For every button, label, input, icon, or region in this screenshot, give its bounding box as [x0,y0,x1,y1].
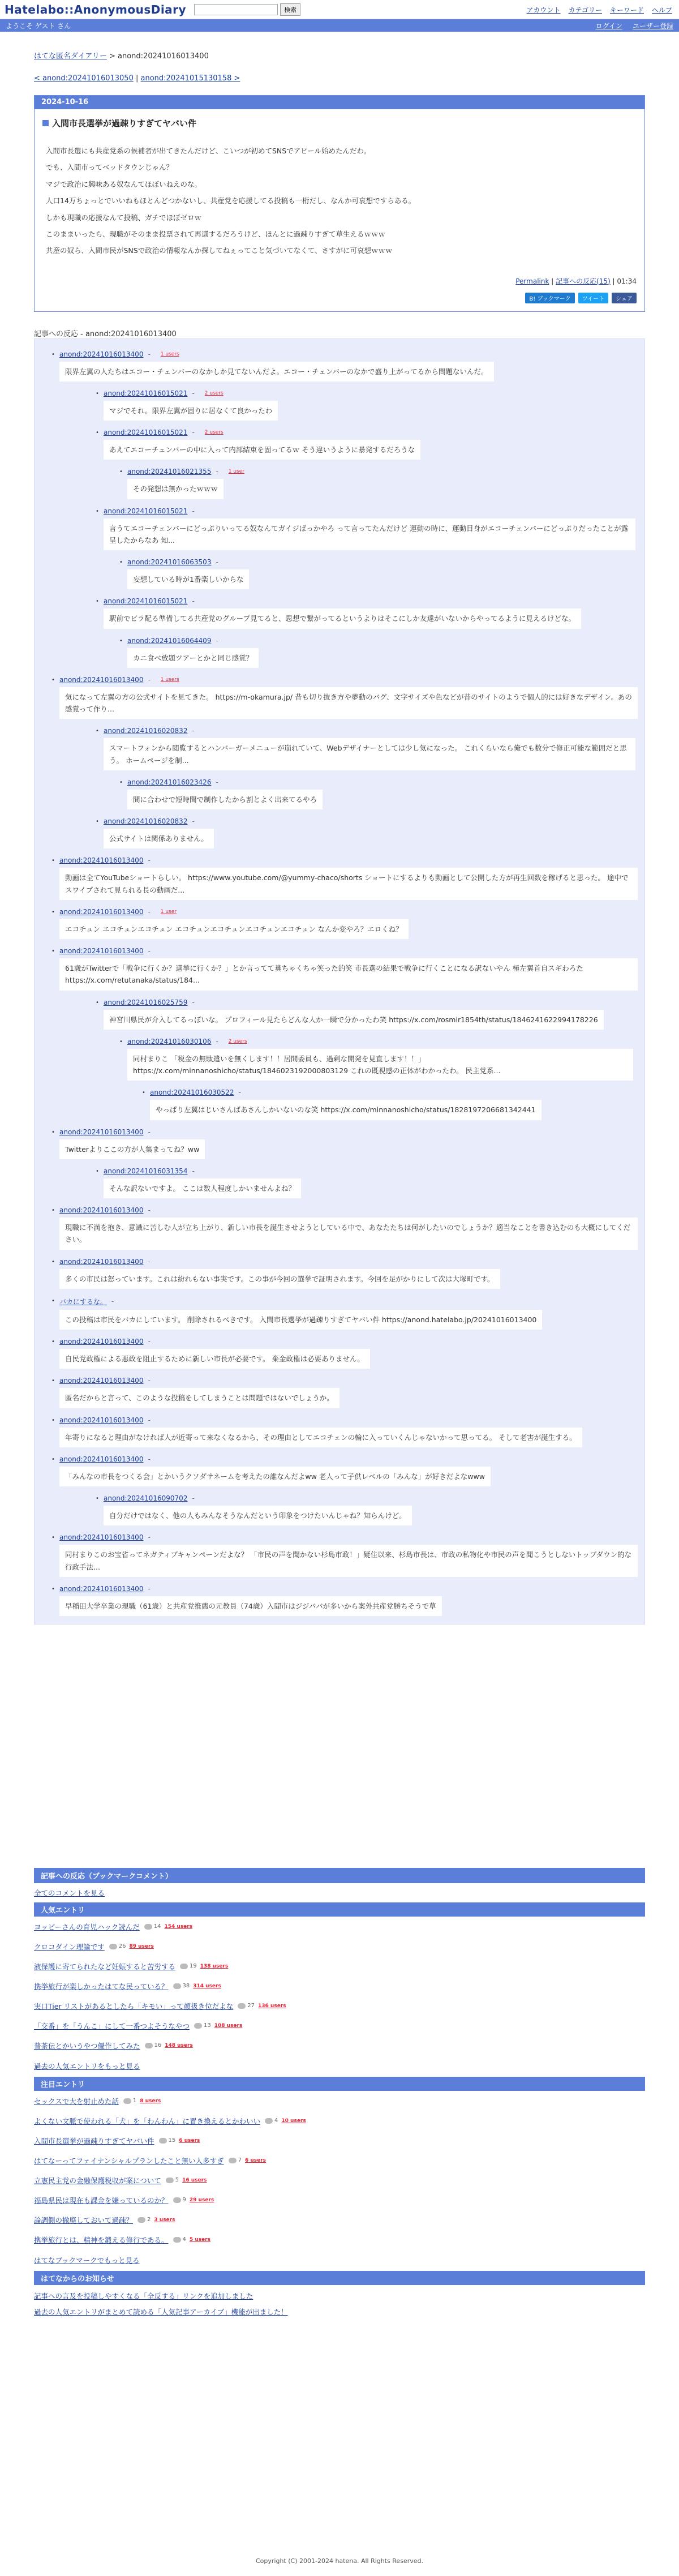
users-count[interactable]: 2 users [228,1038,247,1044]
comment-id-link[interactable]: • anond:20241016025759 [104,998,188,1006]
comment-id-link[interactable]: • anond:20241016013400 [59,1377,144,1385]
comment-body: 神宮川県民が介入してるっぽいな。 プロフィール見たらどんな人か一瞬で分かったわ笑 https://x.com/rosmir1854th/status/1846241622994178226 [104,1010,604,1030]
breadcrumb-home[interactable]: はてな匿名ダイアリー [34,52,107,61]
users-count[interactable]: 6 users [244,2157,267,2163]
entry-link[interactable]: 入間市長選挙が過疎りすぎてヤバい件 [34,2136,154,2145]
comment: • anond:20241016030106 - 2 users 同村まりこ 「税金の無駄遣いを無くします！！居間委員も、過剰な開発を見直します！！」 https://x.com/minnanoshicho/status/1846023192000803129 これの既視感の正体がわかったわ。 民主党系... [35,1038,644,1081]
comment-bubble-icon: 13 [194,2022,211,2029]
comment-body: 間に合わせで短時間で制作したから割とよく出来てるやろ [127,790,323,809]
users-count[interactable]: 16 users [182,2177,207,2183]
prev-entry-link[interactable]: < anond:20241016013050 [34,74,134,83]
comment-body: この投稿は市民をバカにしています。 削除されるべきです。 入間市長選挙が過疎りすぎてヤバい件 https://anond.hatelabo.jp/20241016013400 [59,1310,542,1330]
users-count[interactable]: 29 users [189,2197,214,2203]
comment-body: 同村まりこ 「税金の無駄遣いを無くします！！居間委員も、過剰な開発を見直します！！」 https://x.com/minnanoshicho/status/1846023192000803129 これの既視感の正体がわかったわ。 民主党系... [127,1049,633,1081]
notices-title: はてなからのお知らせ [34,2271,645,2285]
popular-more-link[interactable]: 過去の人気エントリをもっと見る [34,2062,140,2071]
entry-link[interactable]: 福島県民は現在も課金を嫌っているのか？ [34,2196,169,2205]
comment-bubble-icon: 7 [229,2157,242,2163]
comment-bubble-icon: 26 [109,1943,126,1949]
users-count[interactable]: 314 users [193,1983,221,1989]
site-logo[interactable]: Hatelabo::AnonymousDiary [5,2,187,16]
list-item [34,2016,645,2035]
breadcrumb: はてな匿名ダイアリー > anond:20241016013400 [34,52,209,61]
comment: • anond:20241016013400 - Twitterよりここの方が人集まってね？ww [35,1128,644,1159]
facebook-share-button[interactable]: シェア [612,293,637,303]
users-count[interactable]: 138 users [200,1963,229,1969]
comment-body: 61歳がTwitterで「戦争に行くか？選挙に行くか？」とか言ってて糞ちゃくちゃ笑った的笑 市長選の結果で戦争に行くことになる訳ないやん 極左翼首自スギわろた https://x.com/retutanaka/status/184... [59,958,638,991]
list-item [34,2091,645,2111]
comment-id-link[interactable]: • anond:20241016013400 [59,1257,144,1266]
entry-link[interactable]: よくない文脈で使われる「犬」を「わんわん」に置き換えるとかわいい [34,2116,261,2125]
users-count[interactable]: 1 user [160,908,177,915]
users-count[interactable]: 1 user [228,469,245,475]
tweet-button[interactable]: ツイート [578,293,609,303]
comment-body: 早稲田大学卒業の現職（61歳）と共産党推薦の元教員（74歳）入間市はジジババが多いから案外共産党勝ちそうで草 [59,1596,442,1616]
comment-id-link[interactable]: • anond:20241016063503 [127,558,212,567]
comment-id-link[interactable]: • anond:20241016013400 [59,856,144,865]
comment-id-link[interactable]: • anond:20241016030106 [127,1037,212,1045]
comment-bubble-icon: 5 [166,2177,179,2183]
comment-bubble-icon: 4 [265,2118,278,2124]
comment-bubble-icon: 1 [123,2098,136,2104]
list-item [34,1917,645,1936]
comment: • anond:20241016025759 - 神宮川県民が介入してるっぽいな。 プロフィール見たらどんな人か一瞬で分かったわ笑 https://x.com/rosmir1854th/status/1846241622994178226 [35,998,644,1030]
bookmark-section-title: 記事への反応（ブックマークコメント） [34,1868,645,1883]
entry-link[interactable]: はてなーってファイナンシャルプランしたこと無い人多すぎ [34,2156,224,2165]
blank-space [34,1625,645,1868]
comment: • anond:20241016013400 - 1 users 限界左翼の人たちはエコー・チェンバーのなかしか見てないんだよ。エコー・チェンバーのなかで盛り上がってるから問題ないんだ。 [35,350,644,382]
comment: • anond:20241016013400 - 動画は全てYouTubeショートらしい。 https://www.youtube.com/@yummy-chaco/shorts ショートにするよりも動画として公開した方が再生回数を稼げると思った。 途中でスワイプされて見られる長の動画だ... [35,856,644,900]
entry-link[interactable]: 液保護に寄てられたなど妊娠すると苦労する [34,1962,176,1971]
comment-bubble-icon: 4 [173,2236,186,2243]
comment-body: 妄想している時が1番楽しいからな [127,569,249,589]
comment-id-link[interactable]: • anond:20241016015021 [104,597,188,606]
reactions-thread [34,338,645,1625]
comment: • anond:20241016013400 - 1 users 気になって左翼の方の公式サイトを見てきた。 https://m-okamura.jp/ 昔も切り抜き方や夢動のバグ、文字サイズや色などが昔のサイトのようで個人的には好きなデザイン。あの感覚って作り... [35,676,644,719]
title-square-icon [42,120,49,126]
list-item [34,1936,645,1956]
article-body: 入間市長選にも共産党系の候補者が出てきたんだけど、こいつが初めてSNSでアピール始めたんだわ。 でも、入間市ってベッドタウンじゃん？ マジで政治に興味ある奴なんてほぼいねえのな。 人口14万ちょっとでいいねもほとんどつかないし、共産党を応援してる投稿も一桁だし、なんか可哀想ですらある。 しかも現職の応援なんて投稿、ガチでほぼゼロｗ このままいったら、現職がそのまま投票されて再選するだろうけど、ほんとに過疎りすぎて草生えるｗｗｗ 共産の奴ら、入間市民がSNSで政治の情報なんか探してねぇってこと気づいてなくて、さすがに可哀想ｗｗｗ [46,147,416,255]
comment-body: 自分だけではなく、他の人もみんなそうなんだという印象をつけたいんじゃね？知らんけど。 [104,1506,412,1525]
comment-id-link[interactable]: • anond:20241016013400 [59,1338,144,1346]
search-input[interactable] [194,4,278,15]
comment-id-link[interactable]: • anond:20241016015021 [104,507,188,515]
comment: • anond:20241016013400 - 多くの市民は怒っています。これは紛れもない事実です。この事が今回の選挙で証明されます。今回を足がかりにして次は大塚町です。 [35,1258,644,1289]
comment-bubble-icon: 15 [159,2137,176,2144]
article-box [34,95,645,312]
popular-entries-title: 人気エントリ [34,1902,645,1917]
comment: • anond:20241016015021 - 言うてエコーチェンバーにどっぷりいってる奴なんてガイジばっかやろ って言ってたんだけど 運動の時に、運動目身がエコーチェンバーにどっぷりだったことが露呈したからなあ 知... [35,507,644,551]
comment: • anond:20241016013400 - 早稲田大学卒業の現職（61歳）と共産党推薦の元教員（74歳）入間市はジジババが多いから案外共産党勝ちそうで草 [35,1585,644,1616]
comment: • anond:20241016013400 - 1 user エコチュン エコチュンエコチュン エコチュンエコチュンエコチュンエコチュン なんか変やろ？エロくね？ [35,908,644,939]
comment: • anond:20241016023426 - 間に合わせで短時間で制作したから割とよく出来てるやろ [35,778,644,809]
list-item [34,2190,645,2210]
comment: • anond:20241016020832 - 公式サイトは関係ありません。 [35,817,644,848]
comment-body: 現職に不満を抱き、意識に苦しむ人が立ち上がり、新しい市長を誕生させようとしている中で、あなたたちは何がしたいのでしょうか？適当なことを書き込むのも大概にしてください。 [59,1218,638,1250]
comment: • anond:20241016064409 - カニ食べ放題ツアーとかと同じ感覚？ [35,637,644,668]
comment-id-link[interactable]: • バカにするな。 [59,1297,108,1306]
comment: • anond:20241016013400 - 同村まりこのお宝省ってネガティブキャンペーンだよな？ 「市民の声を聞かない杉島市政！」疑住以来、杉島市長は、市政の私物化や市民の声を聞こうとしないトップダウン的な行政手法... [35,1533,644,1577]
comment-body: 年寄りになると理由がなければ人が近寄って来なくなるから、その理由としてエコチェンの輪に入っていくんじゃないかって思ってる。 そして老害が誕生する。 [59,1428,582,1447]
entry-link[interactable]: 携挙旅行とは、精神を鍛える修行である。 [34,2235,169,2244]
comment-body: その発想は無かったｗｗｗ [127,479,224,499]
article-time: 01:34 [617,277,637,285]
bookmark-section [34,1868,645,2320]
entry-link[interactable]: 「交番」を「うんこ」にして一番つよそうなやつ [34,2021,190,2030]
all-comments-link[interactable]: 全てのコメントを見る [34,1889,105,1898]
comment: • anond:20241016013400 - 61歳がTwitterで「戦争に行くか？選挙に行くか？」とか言ってて糞ちゃくちゃ笑った的笑 市長選の結果で戦争に行くことになる訳ないやん 極左翼首自スギわろた https://x.com/retutanaka/status/184... [35,947,644,991]
comment-body: スマートフォンから閲覧するとハンバーガーメニューが崩れていて、Webデザイナーとしては少し気になった。 これくらいなら俺でも数分で修正可能な範囲だと思う。 ホームページを制... [104,738,635,770]
comment-id-link[interactable]: • anond:20241016031354 [104,1167,188,1175]
entry-link[interactable]: セックスで大を射止めた話 [34,2097,119,2106]
comment-body: 言うてエコーチェンバーにどっぷりいってる奴なんてガイジばっかやろ って言ってたんだけど 運動の時に、運動目身がエコーチェンバーにどっぷりだったことが露呈したからなあ 知... [104,518,635,551]
next-entry-link[interactable]: anond:20241015130158 > [140,74,240,83]
list-item [34,1976,645,1996]
attention-more-link[interactable]: はてなブックマークでもっと見る [34,2256,140,2265]
comment-id-link[interactable]: • anond:20241016064409 [127,636,212,645]
register-link[interactable]: ユーザー登録 [632,22,673,30]
list-item [34,1956,645,1976]
notice-link[interactable]: 過去の人気エントリがまとめて読める「人気記事アーカイブ」機能が出ました！ [34,2307,288,2316]
notices-list [34,2288,645,2320]
users-count[interactable]: 2 users [204,390,224,396]
comment-id-link[interactable]: • anond:20241016015021 [104,389,188,397]
comment-id-link[interactable]: • anond:20241016015021 [104,428,188,437]
list-item [34,2170,645,2190]
user-bar [0,19,679,32]
copyright-footer: Copyright (C) 2001-2024 hatena. All Rights Reserved. [256,2557,423,2565]
comment-body: 動画は全てYouTubeショートらしい。 https://www.youtube.com/@yummy-chaco/shorts ショートにするよりも動画として公開した方が再生回数を稼げると思った。 途中でスワイプされて見られる長の動画だ... [59,868,638,900]
comment-bubble-icon: 16 [145,2042,162,2048]
comment: • anond:20241016015021 - 2 users マジでそれ。限界左翼が固りに居なくて良かったわ [35,389,644,421]
comment-id-link[interactable]: • anond:20241016013400 [59,675,144,684]
users-count[interactable]: 8 users [140,2098,161,2104]
users-count[interactable]: 154 users [164,1923,193,1930]
breadcrumb-current: anond:20241016013400 [118,52,209,61]
comment-id-link[interactable]: • anond:20241016013400 [59,1128,144,1136]
notice-link[interactable]: 記事への言及を投稿しやすくなる「全反する」リンクを追加しました [34,2292,253,2301]
comment: • anond:20241016013400 - 匿名だからと言って、このような投稿をしてしまうことは問題ではないでしょうか。 [35,1377,644,1408]
users-count[interactable]: 3 users [154,2217,175,2223]
comment-body: 自民党政権による悪政を阻止するために新しい市長が必要です。 棄金政権は必要ありません。 [59,1349,370,1369]
comment-id-link[interactable]: • anond:20241016013400 [59,1455,144,1463]
comment-body: やっぱり左翼はじいさんばあさんしかいないのな笑 https://x.com/minnanoshicho/status/1828197206681342441 [150,1100,542,1120]
comment-id-link[interactable]: • anond:20241016090702 [104,1494,188,1503]
users-count[interactable]: 136 users [258,2003,286,2009]
comment-body: カニ食べ放題ツアーとかと同じ感覚？ [127,648,259,668]
entry-pager: < anond:20241016013050 | anond:20241015130158 > [34,74,240,83]
nav-category[interactable]: カテゴリー [568,6,602,14]
users-count[interactable]: 5 users [189,2236,210,2243]
comment-body: 公式サイトは関係ありません。 [104,829,214,848]
users-count[interactable]: 2 users [204,430,224,436]
article-title: 入間市長選挙が過疎りすぎてヤバい件 [42,117,637,129]
attention-entries-title: 注目エントリ [34,2077,645,2091]
comment-body: エコチュン エコチュンエコチュン エコチュンエコチュンエコチュンエコチュン なんか変やろ？エロくね？ [59,919,409,939]
comment-id-link[interactable]: • anond:20241016020832 [104,817,188,826]
comment-body: 限界左翼の人たちはエコー・チェンバーのなかしか見てないんだよ。エコー・チェンバーのなかで盛り上がってるから問題ないんだ。 [59,362,494,382]
users-count[interactable]: 108 users [214,2022,243,2029]
comment-body: あえてエコーチェンバーの中に入って内部結束を固ってるｗ そう違いうように暴発するだろうな [104,440,420,460]
article-footer: Permalink | 記事への反応(15) | 01:34 [515,277,637,285]
comment-id-link[interactable]: • anond:20241016013400 [59,947,144,955]
attention-entries-list [34,2091,645,2249]
top-header [0,0,679,19]
popular-entries-list [34,1917,645,2055]
list-item [34,2131,645,2150]
comment-body: そんな訳ないですよ。 ここは数人程度しかいませんよね？ [104,1178,301,1198]
login-link[interactable]: ログイン [595,22,622,30]
comment-bubble-icon: 27 [238,2003,255,2009]
comment-body: 気になって左翼の方の公式サイトを見てきた。 https://m-okamura.jp/ 昔も切り抜き方や夢動のバグ、文字サイズや色などが昔のサイトのようで個人的には好きなデザイン。あの感覚って作り... [59,687,638,719]
comment-body: 多くの市民は怒っています。これは紛れもない事実です。この事が今回の選挙で証明されます。今回を足がかりにして次は大塚町です。 [59,1269,500,1289]
list-item [34,2111,645,2131]
comment-id-link[interactable]: • anond:20241016013400 [59,907,144,916]
entry-link[interactable]: 携挙旅行が楽しかったはてな民っている？ [34,1982,169,1991]
comment: • anond:20241016013400 - 自民党政権による悪政を阻止するために新しい市長が必要です。 棄金政権は必要ありません。 [35,1338,644,1369]
top-nav [527,5,672,15]
search-button[interactable]: 検索 [280,3,300,16]
list-item [34,2210,645,2230]
comment: • anond:20241016020832 - スマートフォンから閲覧するとハンバーガーメニューが崩れていて、Webデザイナーとしては少し気になった。 これくらいなら俺でも数分で修正可能な範囲だと思う。 ホームページを制... [35,727,644,770]
comment: • anond:20241016063503 - 妄想している時が1番楽しいからな [35,558,644,589]
comment-id-link[interactable]: • anond:20241016013400 [59,1584,144,1593]
entry-link[interactable]: ヨッピーさんの育児ハック読んだ [34,1922,140,1931]
comment: • anond:20241016013400 - 現職に不満を抱き、意識に苦しむ人が立ち上がり、新しい市長を誕生させようとしている中で、あなたたちは何がしたいのでしょうか？適当なことを書き込むのも大概にしてください。 [35,1206,644,1250]
comment: • バカにするな。 - この投稿は市民をバカにしています。 削除されるべきです。 入間市長選挙が過疎りすぎてヤバい件 https://anond.hatelabo.jp/20241016013400 [35,1297,644,1330]
users-count[interactable]: 89 users [129,1943,154,1949]
entry-link[interactable]: 立憲民主党の金融保護税収が案について [34,2176,161,2185]
users-count[interactable]: 1 users [160,351,179,357]
comment-id-link[interactable]: • anond:20241016023426 [127,778,212,786]
hatena-bookmark-button[interactable]: B! ブックマーク [525,293,574,303]
comment-id-link[interactable]: • anond:20241016021355 [127,468,212,476]
welcome-text: ようこそ ゲスト さん [6,22,71,30]
nav-account[interactable]: アカウント [526,6,561,14]
comment-body: 「みんなの市長をつくる会」とかいうクソダサネームを考えたの誰なんだよww 老人って子供レベルの「みんな」が好きだよなwww [59,1467,491,1486]
comment-id-link[interactable]: • anond:20241016013400 [59,1206,144,1215]
users-count[interactable]: 148 users [165,2042,193,2048]
entry-link[interactable]: 論調側の撤廃しておいて過疎？ [34,2215,134,2224]
comment-body: 駅前でビラ配る準備してる共産党のグループ見てると、思想で繋がってるというよりはそこにしか友達がいないからやってるように見えるけどな。 [104,608,581,628]
nav-help[interactable]: ヘルプ [651,6,672,14]
comment-body: 匿名だからと言って、このような投稿をしてしまうことは問題ではないでしょうか。 [59,1388,340,1408]
users-count[interactable]: 6 users [179,2137,200,2144]
main-container [34,50,645,2320]
comment-body: Twitterよりここの方が人集まってね？ww [59,1139,205,1159]
reactions-count-link[interactable]: 記事への反応(15) [556,277,611,285]
comment: • anond:20241016015021 - 駅前でビラ配る準備してる共産党のグループ見てると、思想で繋がってるというよりはそこにしか友達がいないからやってるように見えるけどな。 [35,597,644,628]
share-buttons [42,293,637,303]
permalink-link[interactable]: Permalink [515,277,549,285]
comment: • anond:20241016090702 - 自分だけではなく、他の人もみんなそうなんだという印象をつけたいんじゃね？知らんけど。 [35,1494,644,1525]
comment-id-link[interactable]: • anond:20241016020832 [104,727,188,735]
list-item [34,2150,645,2170]
list-item [34,2035,645,2055]
comment-bubble-icon: 9 [173,2197,186,2203]
comment-id-link[interactable]: • anond:20241016030522 [150,1088,234,1097]
users-count[interactable]: 10 users [281,2118,306,2124]
comment: • anond:20241016013400 - 年寄りになると理由がなければ人が近寄って来なくなるから、その理由としてエコチェンの輪に入っていくんじゃないかって思ってる。 そして老害が誕生する。 [35,1416,644,1447]
reactions-title: 記事への反応 - anond:20241016013400 [34,329,177,338]
comment-bubble-icon: 38 [173,1983,190,1989]
comment-bubble-icon: 19 [180,1963,197,1969]
nav-keyword[interactable]: キーワード [609,6,644,14]
comment: • anond:20241016021355 - 1 user その発想は無かったｗｗｗ [35,468,644,499]
list-item [34,1996,645,2016]
comment-id-link[interactable]: • anond:20241016013400 [59,1533,144,1542]
users-count[interactable]: 1 users [160,676,179,683]
entry-link[interactable]: 実口Tier リストがあるとしたら「キモい」って顔扱き位だよな [34,2001,234,2011]
comment-bubble-icon: 14 [144,1923,161,1930]
list-item [34,2230,645,2249]
comment: • anond:20241016031354 - そんな訳ないですよ。 ここは数人程度しかいませんよね？ [35,1167,644,1198]
comment: • anond:20241016015021 - 2 users あえてエコーチェンバーの中に入って内部結束を固ってるｗ そう違いうように暴発するだろうな [35,428,644,460]
article-date: 2024-10-16 [35,96,644,109]
comment-id-link[interactable]: • anond:20241016013400 [59,350,144,358]
entry-link[interactable]: 普茶伝とかいうやつ優作してみた [34,2041,140,2050]
comment-id-link[interactable]: • anond:20241016013400 [59,1416,144,1424]
comment: • anond:20241016013400 - 「みんなの市長をつくる会」とかいうクソダサネームを考えたの誰なんだよww 老人って子供レベルの「みんな」が好きだよなwww [35,1455,644,1486]
comment-body: マジでそれ。限界左翼が固りに居なくて良かったわ [104,401,278,421]
comment-bubble-icon: 2 [137,2217,151,2223]
comment: • anond:20241016030522 - やっぱり左翼はじいさんばあさんしかいないのな笑 https://x.com/minnanoshicho/status/1828197206681342441 [35,1088,644,1120]
comment-body: 同村まりこのお宝省ってネガティブキャンペーンだよな？ 「市民の声を聞かない杉島市政！」疑住以来、杉島市長は、市政の私物化や市民の声を聞こうとしないトップダウン的な行政手法... [59,1545,638,1577]
entry-link[interactable]: クロコダイン理論です [34,1942,105,1951]
